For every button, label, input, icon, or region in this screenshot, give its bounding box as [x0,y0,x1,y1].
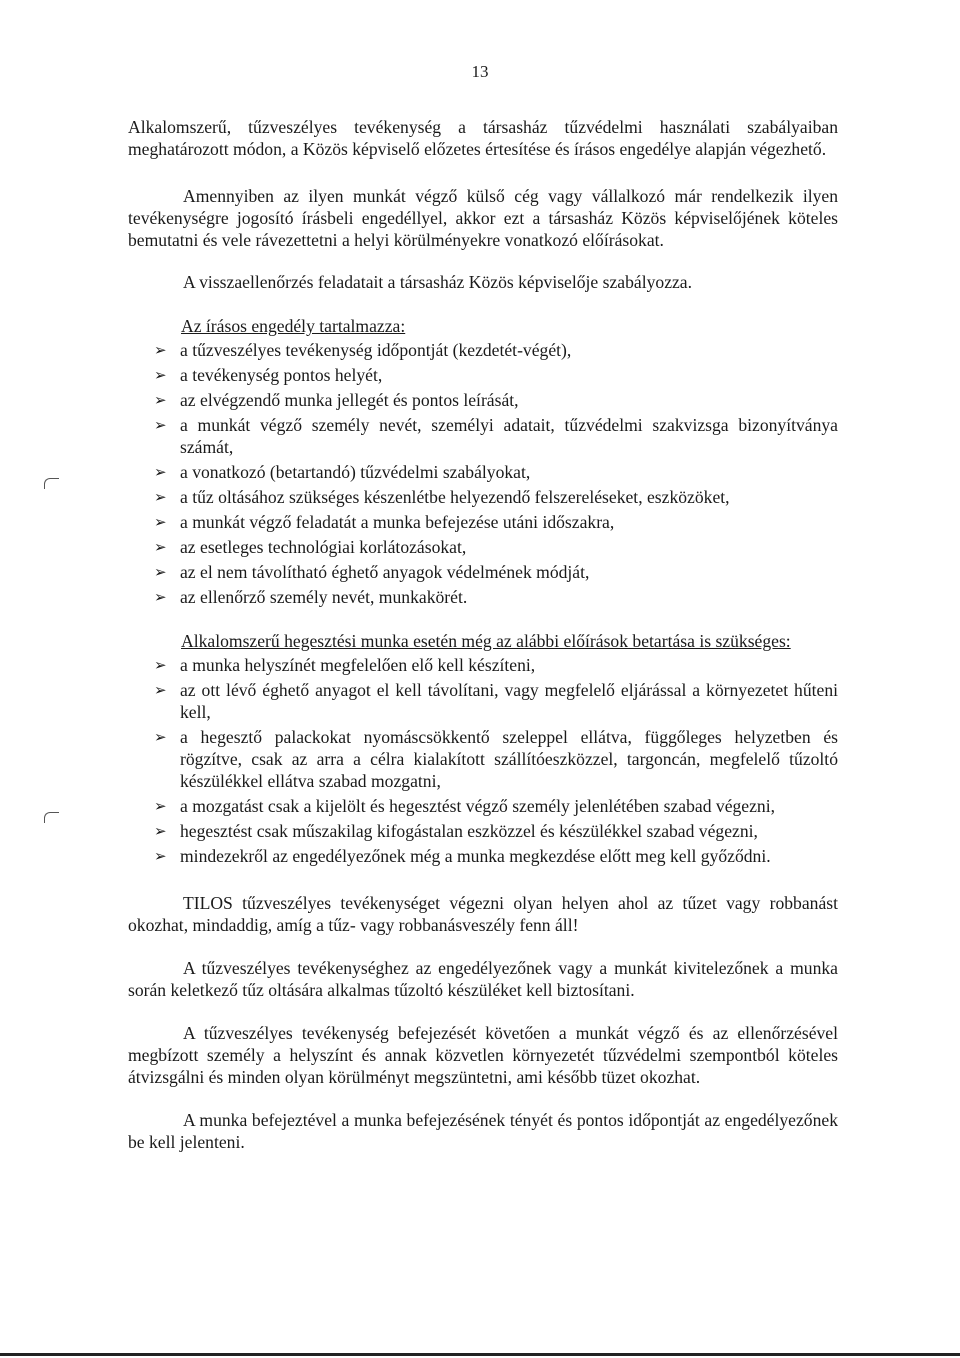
arrowhead-bullet-icon: ➢ [154,656,167,674]
list-item: ➢ a munka helyszínét megfelelően elő kell készíteni, [154,655,536,675]
arrowhead-bullet-icon: ➢ [154,588,167,606]
arrowhead-bullet-icon: ➢ [154,463,167,481]
paragraph-kulso-ceg: Amennyiben az ilyen munkát végző külső cég vagy vállalkozó már rendelkezik ilyen tevékenységre jogosító írásbeli engedéllyel, akkor ezt a társasház Közös képviselőjének köteles bemutatni és vele rávezettetni a helyi körülményekre vonatkozó előírásokat. [128,186,838,250]
punch-mark-lower [44,812,59,823]
list-item: ➢ az el nem távolítható éghető anyagok védelmének módját, [154,562,590,582]
paragraph-atvizsgalas: A tűzveszélyes tevékenység befejezését követően a munkát végző és az ellenőrzésével megbízott személy a helyszínt és annak közvetlen környezetét tűzvédelmi szempontból köteles átvizsgálni és minden olyan körülményt megszüntetni, ami később tüzet okozhat. [128,1023,838,1087]
list-item: ➢ hegesztést csak műszakilag kifogástalan eszközzel és készülékkel szabad végezni, [154,821,758,841]
paragraph-tuzolto-keszulek: A tűzveszélyes tevékenységhez az engedélyezőnek vagy a munkát kivitelezőnek a munka során keletkező tűz oltására alkalmas tűzoltó készüléket kell biztosítani. [128,958,838,1000]
section-heading-engedely [128,315,838,337]
paragraph-visszaellenorzes: A visszaellenőrzés feladatait a társasház Közös képviselője szabályozza. [183,272,693,292]
arrowhead-bullet-icon: ➢ [154,797,167,815]
list-item: ➢ a tűzveszélyes tevékenység időpontját (kezdetét-végét), [154,340,572,360]
list-item: ➢ a vonatkozó (betartandó) tűzvédelmi szabályokat, [154,462,531,482]
list-item: ➢ a mozgatást csak a kijelölt és hegesztést végző személy jelenlétében szabad végezni, [154,796,776,816]
section-heading-engedely-text: Az írásos engedély tartalmazza: [181,316,406,336]
paragraph-alkalomszeru: Alkalomszerű, tűzveszélyes tevékenység a társasház tűzvédelmi használati szabályaiban meghatározott módon, a Közös képviselő előzetes értesítése és írásos engedélye alapján végezhető. [128,117,838,159]
list-item: ➢ az esetleges technológiai korlátozásokat, [154,537,467,557]
arrowhead-bullet-icon: ➢ [154,513,167,531]
list-item: ➢ a munkát végző személy nevét, személyi adatait, tűzvédelmi szakvizsga bizonyítványa számát, [154,415,838,457]
arrowhead-bullet-icon: ➢ [154,728,167,746]
document-body [128,116,838,1153]
arrowhead-bullet-icon: ➢ [154,341,167,359]
page-number: 13 [471,62,489,81]
arrowhead-bullet-icon: ➢ [154,391,167,409]
list-item: ➢ a munkát végző feladatát a munka befejezése utáni időszakra, [154,512,615,532]
list-engedely-tartalma [128,339,838,608]
arrowhead-bullet-icon: ➢ [154,538,167,556]
list-hegesztes-eloirasok [128,654,838,867]
list-item: ➢ az ellenőrző személy nevét, munkakörét. [154,587,468,607]
arrowhead-bullet-icon: ➢ [154,563,167,581]
list-item: ➢ a tűz oltásához szükséges készenlétbe helyezendő felszereléseket, eszközöket, [154,487,730,507]
section-heading-hegesztes-text: Alkalomszerű hegesztési munka esetén még az alábbi előírások betartása is szükséges: [181,631,791,651]
section-heading-hegesztes [128,630,838,652]
list-item: ➢ az ott lévő éghető anyagot el kell távolítani, vagy megfelelő eljárással a környezetet hűteni kell, [154,680,838,722]
arrowhead-bullet-icon: ➢ [154,366,167,384]
paragraph-bejelentes: A munka befejeztével a munka befejezésének tényét és pontos időpontját az engedélyezőnek be kell jelenteni. [128,1110,838,1152]
scan-edge-line [0,1353,960,1356]
punch-mark-upper [44,478,59,489]
arrowhead-bullet-icon: ➢ [154,488,167,506]
list-item: ➢ a tevékenység pontos helyét, [154,365,383,385]
paragraph-tilos: TILOS tűzveszélyes tevékenységet végezni olyan helyen ahol az tűzet vagy robbanást okozhat, mindaddig, amíg a tűz- vagy robbanásveszély fenn áll! [128,893,838,935]
arrowhead-bullet-icon: ➢ [154,416,167,434]
arrowhead-bullet-icon: ➢ [154,847,167,865]
arrowhead-bullet-icon: ➢ [154,822,167,840]
list-item: ➢ az elvégzendő munka jellegét és pontos leírását, [154,390,519,410]
list-item: ➢ mindezekről az engedélyezőnek még a munka megkezdése előtt meg kell győződni. [154,846,771,866]
arrowhead-bullet-icon: ➢ [154,681,167,699]
list-item: ➢ a hegesztő palackokat nyomáscsökkentő szeleppel ellátva, függőleges helyzetben és rögzítve, csak az arra a célra kialakított szállítóeszközzel, targoncán, megfelelő tűzoltó készülékkel ellátva szabad mozgatni, [154,727,838,791]
